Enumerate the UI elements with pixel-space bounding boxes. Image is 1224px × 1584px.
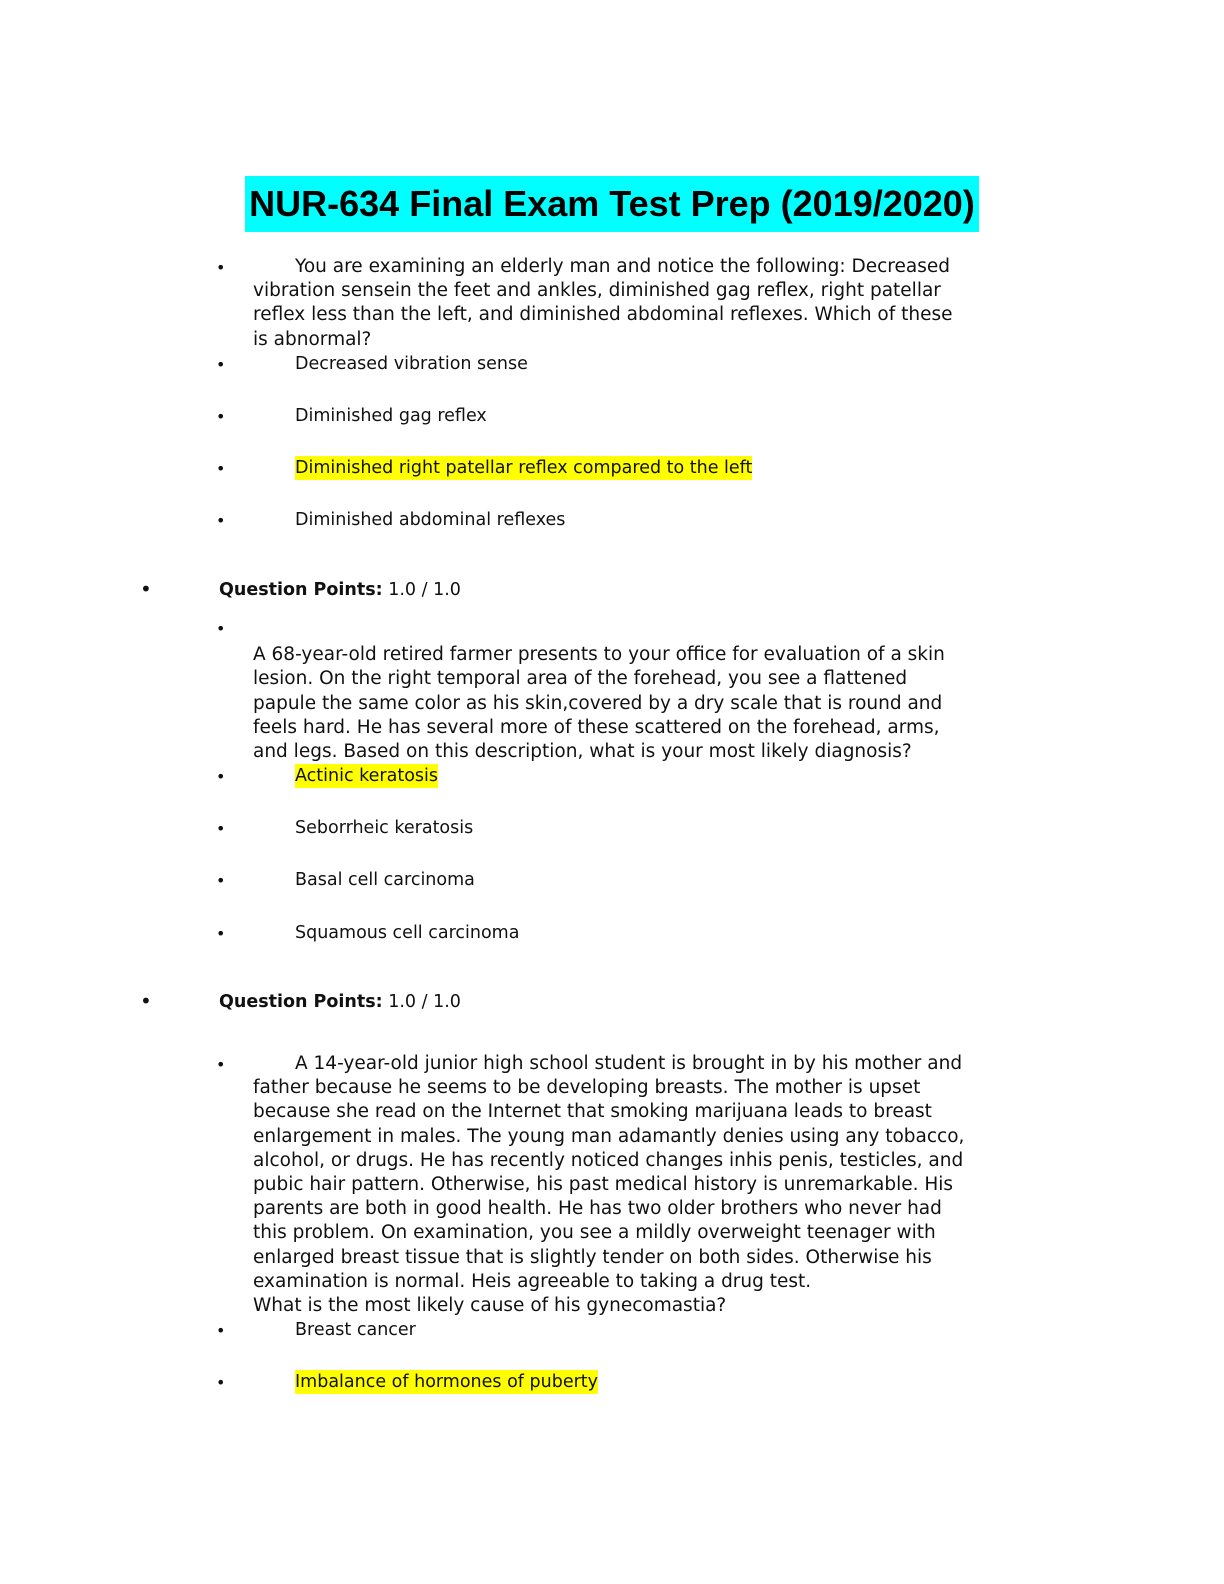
question-3-line: enlargement in males. The young man adamantly denies using any tobacco, bbox=[253, 1126, 965, 1147]
question-3-line: father because he seems to be developing breasts. The mother is upset bbox=[253, 1077, 921, 1098]
bullet: • bbox=[216, 407, 226, 426]
question-1-line: You are examining an elderly man and notice the following: Decreased bbox=[295, 256, 950, 277]
q3-option-2-answer: Imbalance of hormones of puberty bbox=[295, 1370, 598, 1394]
question-2-line: lesion. On the right temporal area of the forehead, you see a flattened bbox=[253, 668, 908, 689]
page-title: NUR-634 Final Exam Test Prep (2019/2020) bbox=[245, 176, 979, 232]
bullet: • bbox=[216, 619, 226, 638]
bullet: • bbox=[216, 1055, 226, 1074]
q1-option-3-answer: Diminished right patellar reflex compared to the left bbox=[295, 456, 752, 480]
bullet: • bbox=[216, 924, 226, 943]
question-1-line: vibration sensein the feet and ankles, diminished gag reflex, right patellar bbox=[253, 280, 941, 301]
bullet: • bbox=[216, 767, 226, 786]
bullet: • bbox=[216, 511, 226, 530]
bullet: • bbox=[140, 989, 152, 1013]
question-3-line: enlarged breast tissue that is slightly tender on both sides. Otherwise his bbox=[253, 1247, 932, 1268]
title-wrap bbox=[0, 176, 1224, 232]
bullet: • bbox=[216, 1321, 226, 1340]
q2-option-1-answer: Actinic keratosis bbox=[295, 764, 438, 788]
question-1-line: is abnormal? bbox=[253, 329, 372, 350]
question-points-2 bbox=[219, 990, 461, 1014]
question-3-line: this problem. On examination, you see a mildly overweight teenager with bbox=[253, 1222, 936, 1243]
q2-option-4: Squamous cell carcinoma bbox=[295, 923, 520, 943]
bullet: • bbox=[216, 355, 226, 374]
question-3-line: pubic hair pattern. Otherwise, his past medical history is unremarkable. His bbox=[253, 1174, 954, 1195]
bullet: • bbox=[216, 1373, 226, 1392]
question-points-label: Question Points: bbox=[219, 580, 383, 600]
q1-option-4: Diminished abdominal reflexes bbox=[295, 510, 566, 530]
question-points-value: 1.0 / 1.0 bbox=[388, 992, 461, 1012]
q1-option-1: Decreased vibration sense bbox=[295, 354, 528, 374]
bullet: • bbox=[216, 819, 226, 838]
bullet: • bbox=[216, 258, 226, 277]
question-3-line: alcohol, or drugs. He has recently noticed changes inhis penis, testicles, and bbox=[253, 1150, 964, 1171]
bullet: • bbox=[216, 459, 226, 478]
question-2-line: and legs. Based on this description, what is your most likely diagnosis? bbox=[253, 741, 912, 762]
bullet: • bbox=[216, 871, 226, 890]
q1-option-2: Diminished gag reflex bbox=[295, 406, 487, 426]
q3-option-1: Breast cancer bbox=[295, 1320, 416, 1340]
q2-option-3: Basal cell carcinoma bbox=[295, 870, 475, 890]
question-3-line: because she read on the Internet that smoking marijuana leads to breast bbox=[253, 1101, 932, 1122]
question-points-label: Question Points: bbox=[219, 992, 383, 1012]
question-3-line: A 14-year-old junior high school student is brought in by his mother and bbox=[295, 1053, 963, 1074]
question-3-line: parents are both in good health. He has two older brothers who never had bbox=[253, 1198, 942, 1219]
question-3-line: examination is normal. Heis agreeable to taking a drug test. bbox=[253, 1271, 812, 1292]
question-2-line: papule the same color as his skin,covered by a dry scale that is round and bbox=[253, 693, 943, 714]
question-2-line: A 68-year-old retired farmer presents to your office for evaluation of a skin bbox=[253, 644, 945, 665]
question-2-line: feels hard. He has several more of these scattered on the forehead, arms, bbox=[253, 717, 940, 738]
question-points-value: 1.0 / 1.0 bbox=[388, 580, 461, 600]
bullet: • bbox=[140, 577, 152, 601]
q2-option-2: Seborrheic keratosis bbox=[295, 818, 474, 838]
question-3-line: What is the most likely cause of his gynecomastia? bbox=[253, 1295, 727, 1316]
question-1-line: reflex less than the left, and diminished abdominal reflexes. Which of these bbox=[253, 304, 953, 325]
question-points-1 bbox=[219, 578, 461, 602]
